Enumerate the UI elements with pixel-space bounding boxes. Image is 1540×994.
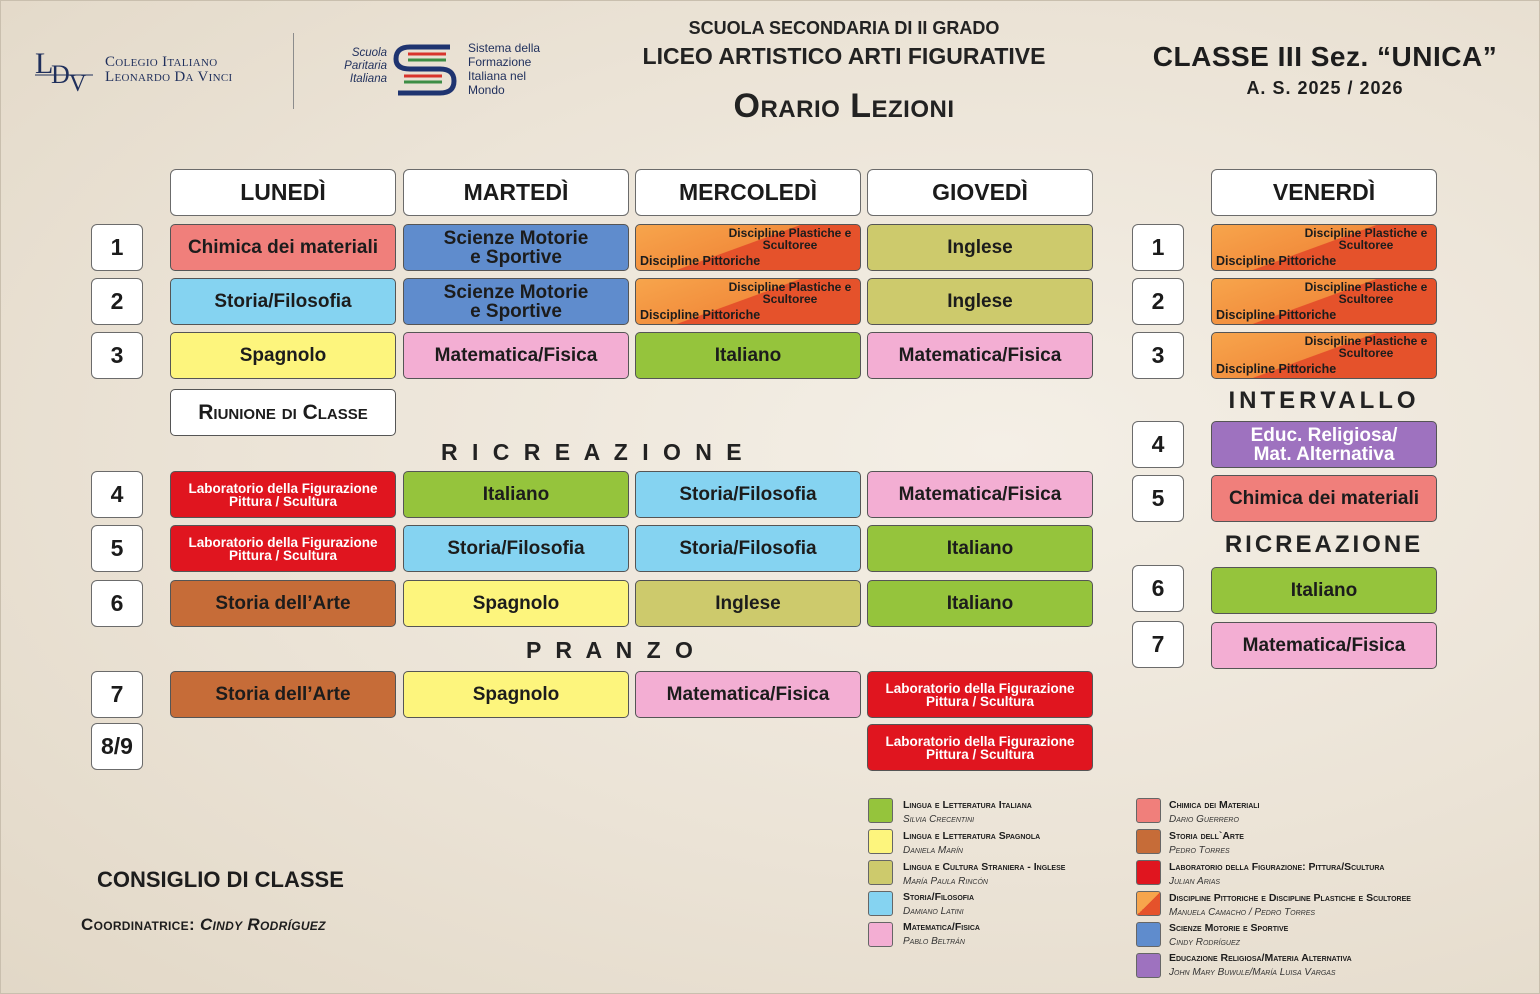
hour-number: 6 bbox=[91, 580, 143, 627]
lesson-label: Italiano bbox=[1290, 580, 1358, 601]
intervallo-band: INTERVALLO bbox=[1228, 387, 1420, 414]
colegio-line-1: Colegio Italiano bbox=[105, 54, 218, 70]
lesson-label: Discipline Plastiche e bbox=[1304, 334, 1428, 348]
lesson-cell bbox=[867, 724, 1093, 771]
lesson-label: Laboratorio della Figurazione bbox=[188, 534, 378, 550]
svg-text:L: L bbox=[35, 47, 54, 80]
legend-teacher: Silvia Crecentini bbox=[903, 814, 975, 825]
lesson-label-bottom: Discipline Pittoriche bbox=[1216, 254, 1337, 268]
lesson-label: Italiano bbox=[714, 345, 782, 366]
class-meeting-cell bbox=[170, 389, 396, 436]
lesson-label: Spagnolo bbox=[472, 684, 560, 705]
lesson-label: Discipline Plastiche e bbox=[1304, 226, 1428, 240]
ricreazione-band: R I C R E A Z I O N E bbox=[441, 439, 746, 465]
lesson-cell bbox=[867, 580, 1093, 627]
legend-subject: Chimica dei Materiali bbox=[1169, 799, 1260, 811]
lesson-label: Pittura / Scultura bbox=[925, 693, 1035, 709]
lesson-cell bbox=[635, 525, 861, 572]
lesson-cell-split bbox=[635, 278, 861, 325]
legend-subject: Scienze Motorie e Sportive bbox=[1169, 922, 1289, 934]
school-level: SCUOLA SECONDARIA DI II GRADO bbox=[688, 18, 1000, 38]
lesson-label: Pittura / Scultura bbox=[228, 547, 338, 563]
legend-teacher: Julian Arias bbox=[1169, 876, 1221, 887]
hour-number: 3 bbox=[91, 332, 143, 379]
lesson-cell bbox=[1211, 567, 1437, 614]
colegio-line-2: Leonardo Da Vinci bbox=[105, 69, 233, 85]
lesson-label-bottom: Discipline Pittoriche bbox=[640, 254, 761, 268]
ldv-logo-icon bbox=[33, 43, 95, 95]
lesson-label: Laboratorio della Figurazione bbox=[885, 680, 1075, 696]
lesson-label: Storia dell’Arte bbox=[215, 593, 351, 614]
lesson-label: Pittura / Scultura bbox=[228, 493, 338, 509]
day-header-friday: VENERDÌ bbox=[1211, 169, 1437, 216]
lesson-cell bbox=[635, 471, 861, 518]
lesson-label-top bbox=[1301, 335, 1431, 359]
lesson-cell bbox=[1211, 475, 1437, 522]
day-header-monday: LUNEDÌ bbox=[170, 169, 396, 216]
lesson-label: Laboratorio della Figurazione bbox=[885, 733, 1075, 749]
lesson-cell-split bbox=[1211, 278, 1437, 325]
lesson-cell bbox=[403, 525, 629, 572]
lesson-label: Inglese bbox=[947, 291, 1013, 312]
lesson-label: Riunione di Classe bbox=[198, 401, 368, 424]
lesson-label: Inglese bbox=[947, 237, 1013, 258]
lesson-cell bbox=[403, 332, 629, 379]
hour-number-friday: 6 bbox=[1132, 565, 1184, 612]
lesson-label: Educ. Religiosa/ bbox=[1250, 424, 1398, 446]
scuola-paritaria-text bbox=[335, 47, 387, 86]
legend-teacher: Dario Guerrero bbox=[1169, 814, 1239, 825]
legend-subject: Matematica/Fisica bbox=[903, 921, 980, 933]
lesson-label: Storia/Filosofia bbox=[214, 291, 352, 312]
sfi-right-line: Italiana nel bbox=[468, 69, 527, 83]
sistema-formazione-text bbox=[468, 41, 540, 97]
legend-teacher: María Paula Rincón bbox=[903, 876, 988, 887]
legend-subject: Discipline Pittoriche e Discipline Plastiche e Scultoree bbox=[1169, 892, 1411, 904]
legend-subject: Lingua e Letteratura Spagnola bbox=[903, 830, 1041, 842]
day-header-tuesday: MARTEDÌ bbox=[403, 169, 629, 216]
lesson-label: Matematica/Fisica bbox=[666, 684, 830, 705]
hour-number: 1 bbox=[91, 224, 143, 271]
lesson-label: Scienze Motorie bbox=[443, 281, 589, 303]
colegio-name bbox=[105, 55, 232, 85]
legend-swatch bbox=[1136, 829, 1161, 854]
lesson-label: e Sportive bbox=[470, 246, 562, 268]
lesson-cell bbox=[867, 278, 1093, 325]
lesson-label: Matematica/Fisica bbox=[1242, 635, 1406, 656]
lesson-cell bbox=[403, 671, 629, 718]
lesson-label: Scultoree bbox=[762, 238, 818, 252]
lesson-cell bbox=[170, 471, 396, 518]
legend-subject: Storia/Filosofia bbox=[903, 891, 975, 903]
pranzo-band: P R A N Z O bbox=[526, 637, 697, 663]
lesson-cell-split bbox=[1211, 332, 1437, 379]
lesson-cell bbox=[403, 278, 629, 325]
lesson-label: Storia/Filosofia bbox=[447, 538, 585, 559]
lesson-label: e Sportive bbox=[470, 300, 562, 322]
lesson-label: Italiano bbox=[946, 593, 1014, 614]
lesson-label: Storia dell’Arte bbox=[215, 684, 351, 705]
school-year: A. S. 2025 / 2026 bbox=[1246, 78, 1404, 98]
hour-number-friday: 7 bbox=[1132, 621, 1184, 668]
lesson-label-top bbox=[725, 227, 855, 251]
legend-swatch bbox=[868, 891, 893, 916]
lesson-label: Discipline Plastiche e bbox=[1304, 280, 1428, 294]
lesson-label: Spagnolo bbox=[472, 593, 560, 614]
lesson-label-bottom: Discipline Pittoriche bbox=[640, 308, 761, 322]
legend-teacher: Pablo Beltrán bbox=[903, 936, 965, 947]
svg-text:V: V bbox=[69, 71, 87, 95]
legend-teacher: Cindy Rodríguez bbox=[1169, 937, 1240, 948]
lesson-cell bbox=[170, 671, 396, 718]
lesson-label: Scultoree bbox=[762, 292, 818, 306]
legend-subject: Storia dell`Arte bbox=[1169, 830, 1244, 842]
hour-number-friday: 2 bbox=[1132, 278, 1184, 325]
lesson-cell bbox=[1211, 622, 1437, 669]
legend-swatch bbox=[1136, 798, 1161, 823]
legend-swatch bbox=[1136, 860, 1161, 885]
class-name: CLASSE III Sez. “UNICA” bbox=[1152, 41, 1498, 72]
liceo-name: LICEO ARTISTICO ARTI FIGURATIVE bbox=[642, 43, 1046, 69]
lesson-cell bbox=[635, 580, 861, 627]
lesson-label: Spagnolo bbox=[239, 345, 327, 366]
sfi-right-line: Formazione bbox=[468, 55, 532, 69]
sfi-right-line: Mondo bbox=[468, 83, 505, 97]
lesson-cell bbox=[403, 224, 629, 271]
hour-number: 2 bbox=[91, 278, 143, 325]
lesson-label: Matematica/Fisica bbox=[434, 345, 598, 366]
legend-swatch bbox=[868, 860, 893, 885]
lesson-label: Mat. Alternativa bbox=[1253, 443, 1395, 465]
lesson-cell-split bbox=[1211, 224, 1437, 271]
coordinator-name: Cindy Rodríguez bbox=[199, 915, 326, 934]
legend-teacher: Daniela Marín bbox=[903, 845, 963, 856]
day-header-wednesday: MERCOLEDÌ bbox=[635, 169, 861, 216]
legend-subject: Lingua e Letteratura Italiana bbox=[903, 799, 1032, 811]
day-header-thursday: GIOVEDÌ bbox=[867, 169, 1093, 216]
legend-teacher: John Mary Buwule/María Luisa Vargas bbox=[1169, 967, 1336, 978]
lesson-label: Storia/Filosofia bbox=[679, 484, 817, 505]
legend-teacher: Damiano Latini bbox=[903, 906, 964, 917]
consiglio-title: CONSIGLIO DI CLASSE bbox=[97, 867, 344, 892]
lesson-label: Pittura / Scultura bbox=[925, 746, 1035, 762]
hour-number: 5 bbox=[91, 525, 143, 572]
lesson-label: Chimica dei materiali bbox=[187, 237, 379, 258]
lesson-cell bbox=[170, 278, 396, 325]
lesson-label: Discipline Plastiche e bbox=[728, 226, 852, 240]
legend-teacher: Manuela Camacho / Pedro Torres bbox=[1169, 907, 1316, 918]
lesson-cell bbox=[867, 671, 1093, 718]
hour-number: 8/9 bbox=[91, 723, 143, 770]
legend-teacher: Pedro Torres bbox=[1169, 845, 1230, 856]
legend-subject: Educazione Religiosa/Materia Alternativa bbox=[1169, 952, 1352, 964]
lesson-cell bbox=[867, 471, 1093, 518]
legend-swatch bbox=[1136, 891, 1161, 916]
page-title: Orario Lezioni bbox=[733, 87, 955, 125]
lesson-label-top bbox=[1301, 227, 1431, 251]
legend-swatch bbox=[868, 829, 893, 854]
lesson-cell bbox=[635, 671, 861, 718]
lesson-label: Scultoree bbox=[1338, 238, 1394, 252]
hour-number-friday: 1 bbox=[1132, 224, 1184, 271]
lesson-label-top bbox=[1301, 281, 1431, 305]
lesson-label: Discipline Plastiche e bbox=[728, 280, 852, 294]
coordinator-label: Coordinatrice: bbox=[81, 915, 195, 934]
lesson-cell-split bbox=[635, 224, 861, 271]
svg-text:D: D bbox=[51, 60, 70, 89]
hour-number-friday: 3 bbox=[1132, 332, 1184, 379]
lesson-cell bbox=[1211, 421, 1437, 468]
ricreazione-friday-band: RICREAZIONE bbox=[1224, 531, 1424, 558]
legend-subject: Laboratorio della Figurazione: Pittura/Scultura bbox=[1169, 861, 1385, 873]
lesson-label: Storia/Filosofia bbox=[679, 538, 817, 559]
lesson-label: Chimica dei materiali bbox=[1228, 488, 1420, 509]
lesson-cell bbox=[403, 580, 629, 627]
lesson-cell bbox=[867, 332, 1093, 379]
lesson-label-bottom: Discipline Pittoriche bbox=[1216, 308, 1337, 322]
lesson-label: Scienze Motorie bbox=[443, 227, 589, 249]
hour-number: 7 bbox=[91, 671, 143, 718]
lesson-label: Scultoree bbox=[1338, 346, 1394, 360]
lesson-label: Inglese bbox=[715, 593, 781, 614]
lesson-label: Matematica/Fisica bbox=[898, 345, 1062, 366]
legend-swatch bbox=[868, 922, 893, 947]
hour-number-friday: 5 bbox=[1132, 475, 1184, 522]
lesson-label: Matematica/Fisica bbox=[898, 484, 1062, 505]
lesson-cell bbox=[170, 580, 396, 627]
hour-number: 4 bbox=[91, 471, 143, 518]
lesson-cell bbox=[170, 332, 396, 379]
lesson-cell bbox=[867, 525, 1093, 572]
lesson-label: Scultoree bbox=[1338, 292, 1394, 306]
lesson-label-top bbox=[725, 281, 855, 305]
legend-swatch bbox=[1136, 922, 1161, 947]
lesson-cell bbox=[635, 332, 861, 379]
lesson-label-bottom: Discipline Pittoriche bbox=[1216, 362, 1337, 376]
header-divider bbox=[293, 33, 294, 109]
lesson-cell bbox=[867, 224, 1093, 271]
hour-number-friday: 4 bbox=[1132, 421, 1184, 468]
legend-subject: Lingua e Cultura Straniera - Inglese bbox=[903, 861, 1066, 873]
lesson-cell bbox=[170, 525, 396, 572]
sfi-left-line: Paritaria bbox=[344, 60, 387, 72]
lesson-label: Laboratorio della Figurazione bbox=[188, 480, 378, 496]
coordinator-line bbox=[81, 915, 326, 935]
sfi-left-line: Italiana bbox=[349, 73, 387, 85]
legend-swatch bbox=[1136, 953, 1161, 978]
lesson-label: Italiano bbox=[482, 484, 550, 505]
sfi-left-line: Scuola bbox=[351, 47, 387, 59]
lesson-cell bbox=[403, 471, 629, 518]
lesson-cell bbox=[170, 224, 396, 271]
lesson-label: Italiano bbox=[946, 538, 1014, 559]
sfi-books-logo-icon bbox=[390, 41, 462, 97]
sfi-right-line: Sistema della bbox=[468, 41, 541, 55]
legend-swatch bbox=[868, 798, 893, 823]
